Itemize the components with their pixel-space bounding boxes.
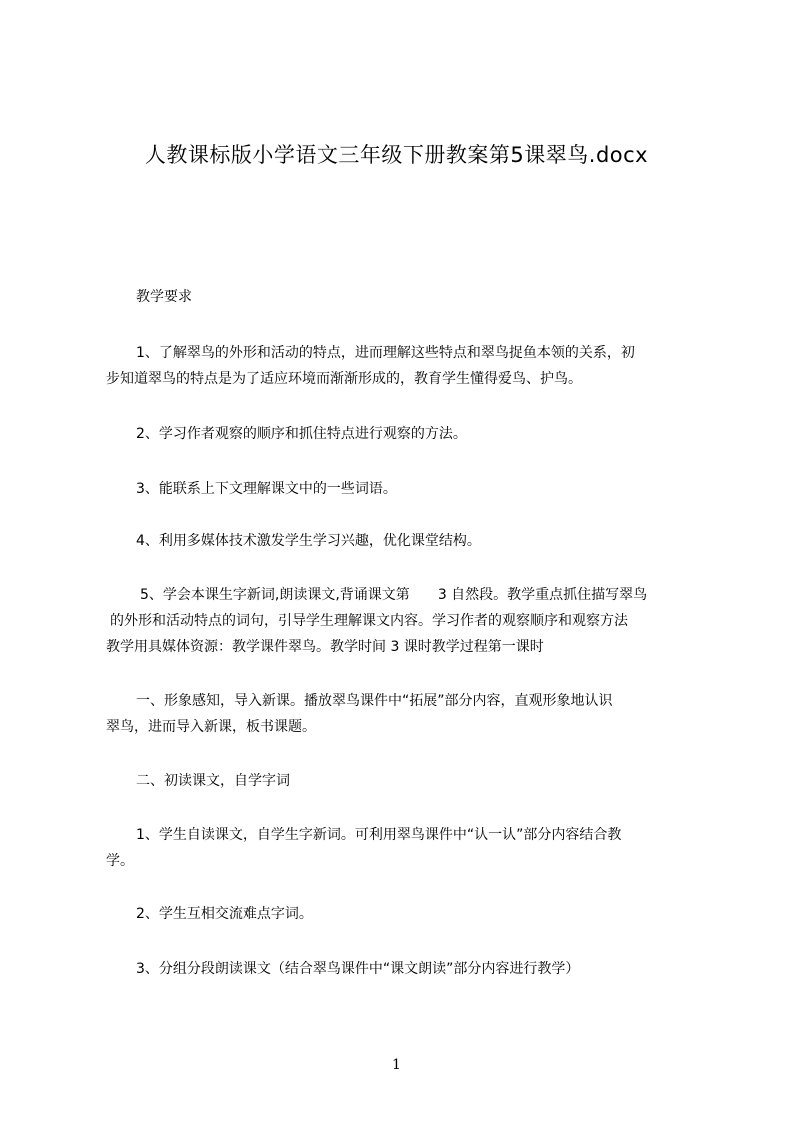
paragraph-line: 3、分组分段朗读课文（结合翠鸟课件中“课文朗读”部分内容进行教学） — [136, 961, 580, 977]
paragraph-line: 1、学生自读课文，自学生字新词。可利用翠鸟课件中“认一认”部分内容结合教 — [136, 827, 622, 843]
paragraph-line: 教学用具媒体资源：教学课件翠鸟。教学时间 3 课时教学过程第一课时 — [106, 639, 544, 655]
paragraph-line: 1、了解翠鸟的外形和活动的特点，进而理解这些特点和翠鸟捉鱼本领的关系，初 — [136, 345, 635, 361]
paragraph-line: 2、学习作者观察的顺序和抓住特点进行观察的方法。 — [136, 426, 467, 442]
paragraph-line: 4、利用多媒体技术激发学生学习兴趣，优化课堂结构。 — [136, 533, 481, 549]
page-number: 1 — [392, 1057, 401, 1073]
paragraph-line-segment: 3 自然段。教学重点抓住描写翠鸟 — [437, 587, 648, 603]
paragraph-requirement-2 — [106, 421, 710, 447]
paragraph-step-2 — [106, 768, 710, 794]
paragraph-step-2-2 — [106, 901, 710, 927]
paragraph-line — [106, 582, 710, 608]
paragraph-line: 3、能联系上下文理解课文中的一些词语。 — [136, 481, 397, 497]
paragraph-requirement-4 — [106, 528, 710, 554]
paragraph-line: 教学要求 — [136, 289, 192, 305]
paragraph-line: 2、学生互相交流难点字词。 — [136, 906, 313, 922]
paragraph-line: 步知道翠鸟的特点是为了适应环境而渐渐形成的，教育学生懂得爱鸟、护鸟。 — [106, 371, 582, 387]
paragraph-line-segment: 5、学会本课生字新词,朗读课文,背诵课文第 — [140, 587, 410, 603]
paragraph-requirement-1 — [106, 340, 710, 392]
paragraph-line: 二、初读课文，自学字词 — [136, 773, 290, 789]
paragraph-line: 翠鸟，进而导入新课，板书课题。 — [106, 719, 316, 735]
paragraph-requirement-5 — [106, 582, 710, 660]
document-title: 人教课标版小学语文三年级下册教案第5课翠鸟.docx — [144, 143, 649, 167]
paragraph-line: 一、形象感知，导入新课。播放翠鸟课件中“拓展”部分内容，直观形象地认识 — [136, 693, 613, 709]
paragraph-step-2-1 — [106, 822, 710, 874]
paragraph-step-2-3 — [106, 956, 710, 982]
paragraph-line: 学。 — [106, 853, 134, 869]
paragraph-step-1 — [106, 688, 710, 740]
paragraph-line: 的外形和活动特点的词句，引导学生理解课文内容。学习作者的观察顺序和观察方法 — [110, 613, 628, 629]
paragraph-requirement-3 — [106, 476, 710, 502]
paragraph-teaching-requirements — [106, 284, 710, 310]
